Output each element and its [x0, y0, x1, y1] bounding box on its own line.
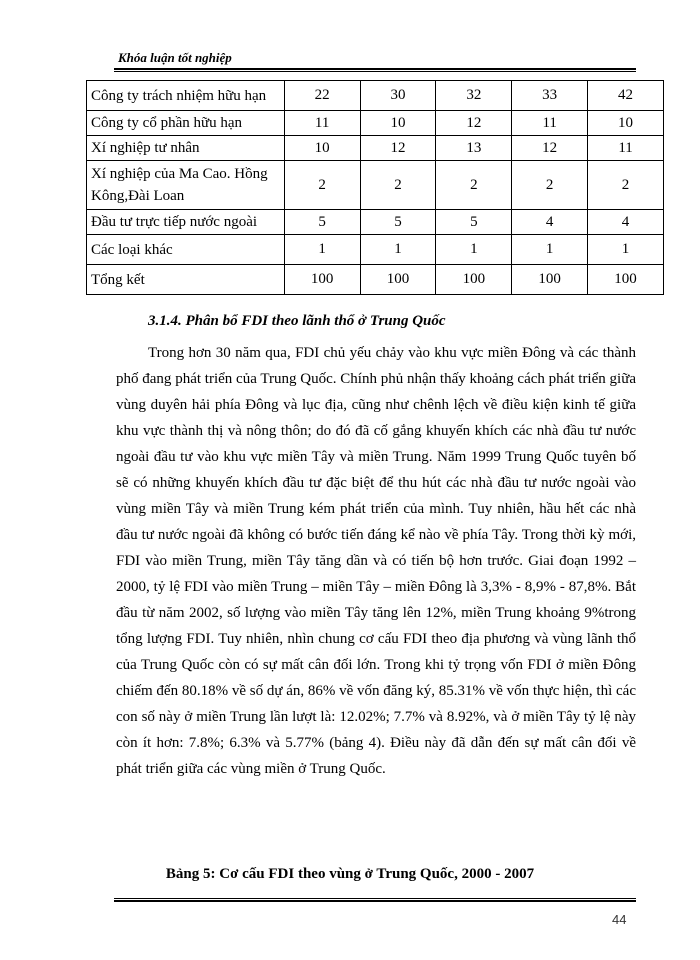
table-cell: 100 — [588, 265, 664, 295]
page-number: 44 — [612, 912, 627, 927]
table-cell: 100 — [436, 265, 512, 295]
table-cell: 33 — [512, 81, 588, 111]
table-cell: 13 — [436, 136, 512, 161]
table-row — [87, 210, 664, 235]
body-paragraph: Trong hơn 30 năm qua, FDI chủ yếu chảy vào khu vực miền Đông và các thành phố đang phát triển của Trung Quốc. Chính phủ nhận thấy khoảng cách phát triển giữa vùng duyên hải phía Đông và lục địa, cũng như chênh lệch về điều kiện kinh tế giữa khu vực thành thị và nông thôn; do đó đã cố gắng khuyến khích các nhà đầu tư nước ngoài đầu tư vào khu vực miền Tây và miền Trung. Năm 1999 Trung Quốc tuyên bố sẽ có những khuyến khích đầu tư đặc biệt để thu hút các nhà đầu tư nước ngoài vào vùng miền Tây và miền Trung kém phát triển của mình. Tuy nhiên, hầu hết các nhà đầu tư nước ngoài đã không có bước tiến đáng kể nào về phía Tây. Trong thời kỳ mới, FDI vào miền Trung, miền Tây tăng dần và có tiến bộ hơn trước. Giai đoạn 1992 – 2000, tỷ lệ FDI vào miền Trung – miền Tây – miền Đông là 3,3% - 8,9% - 87,8%. Bắt đầu từ năm 2002, số lượng vào miền Tây tăng lên 12%, miền Trung khoảng 9%trong tổng lượng FDI. Tuy nhiên, nhìn chung cơ cấu FDI theo địa phương và vùng lãnh thổ của Trung Quốc còn có sự mất cân đối lớn. Trong khi tỷ trọng vốn FDI ở miền Đông chiếm đến 80.18% về số dự án, 86% về vốn đăng ký, 85.31% về vốn thực hiện, thì các con số này ở miền Trung lần lượt là: 12.02%; 7.7% và 8.92%, và ở miền Tây tỷ lệ này còn ít hơn: 7.8%; 6.3% và 5.77% (bảng 4). Điều này đã dẫn đến sự mất cân đối về phát triển giữa các vùng miền ở Trung Quốc. — [116, 345, 636, 777]
table-cell: 1 — [436, 235, 512, 265]
table-row — [87, 235, 664, 265]
table-cell: 10 — [360, 111, 436, 136]
row-label: Công ty trách nhiệm hữu hạn — [87, 81, 285, 111]
row-label: Tổng kết — [87, 265, 285, 295]
table-cell: 11 — [512, 111, 588, 136]
table-cell: 2 — [512, 161, 588, 210]
row-label: Các loại khác — [87, 235, 285, 265]
table-cell: 100 — [360, 265, 436, 295]
footer-divider-thin — [114, 898, 636, 899]
table-cell: 2 — [284, 161, 360, 210]
table-cell: 10 — [284, 136, 360, 161]
table-cell: 2 — [588, 161, 664, 210]
table-cell: 42 — [588, 81, 664, 111]
footer-divider — [114, 900, 636, 902]
row-label: Xí nghiệp tư nhân — [87, 136, 285, 161]
table-cell: 10 — [588, 111, 664, 136]
table-cell: 100 — [284, 265, 360, 295]
table-cell: 22 — [284, 81, 360, 111]
section-heading: 3.1.4. Phân bổ FDI theo lãnh thổ ở Trung Quốc — [148, 313, 446, 329]
row-label: Xí nghiệp của Ma Cao. Hồng Kông,Đài Loan — [87, 161, 285, 210]
table-cell: 32 — [436, 81, 512, 111]
table-cell: 5 — [436, 210, 512, 235]
table-row-total — [87, 265, 664, 295]
header-divider-thin — [114, 71, 636, 72]
table-cell: 12 — [360, 136, 436, 161]
table-row — [87, 111, 664, 136]
header-title: Khóa luận tốt nghiệp — [118, 50, 232, 65]
table-cell: 1 — [284, 235, 360, 265]
row-label: Đầu tư trực tiếp nước ngoài — [87, 210, 285, 235]
fdi-structure-table — [86, 80, 664, 295]
table-cell: 2 — [436, 161, 512, 210]
table-cell: 1 — [360, 235, 436, 265]
table-cell: 11 — [588, 136, 664, 161]
table-cell: 30 — [360, 81, 436, 111]
table-cell: 12 — [512, 136, 588, 161]
table-cell: 11 — [284, 111, 360, 136]
table-cell: 4 — [588, 210, 664, 235]
table-cell: 1 — [512, 235, 588, 265]
table-row — [87, 81, 664, 111]
table-cell: 2 — [360, 161, 436, 210]
table-cell: 5 — [284, 210, 360, 235]
table-row — [87, 136, 664, 161]
table-caption: Bảng 5: Cơ cấu FDI theo vùng ở Trung Quốc, 2000 - 2007 — [165, 866, 535, 882]
header-divider — [114, 68, 636, 70]
table-cell: 4 — [512, 210, 588, 235]
table-cell: 100 — [512, 265, 588, 295]
table-cell: 1 — [588, 235, 664, 265]
row-label: Công ty cổ phần hữu hạn — [87, 111, 285, 136]
table-cell: 12 — [436, 111, 512, 136]
table-row — [87, 161, 664, 210]
table-cell: 5 — [360, 210, 436, 235]
